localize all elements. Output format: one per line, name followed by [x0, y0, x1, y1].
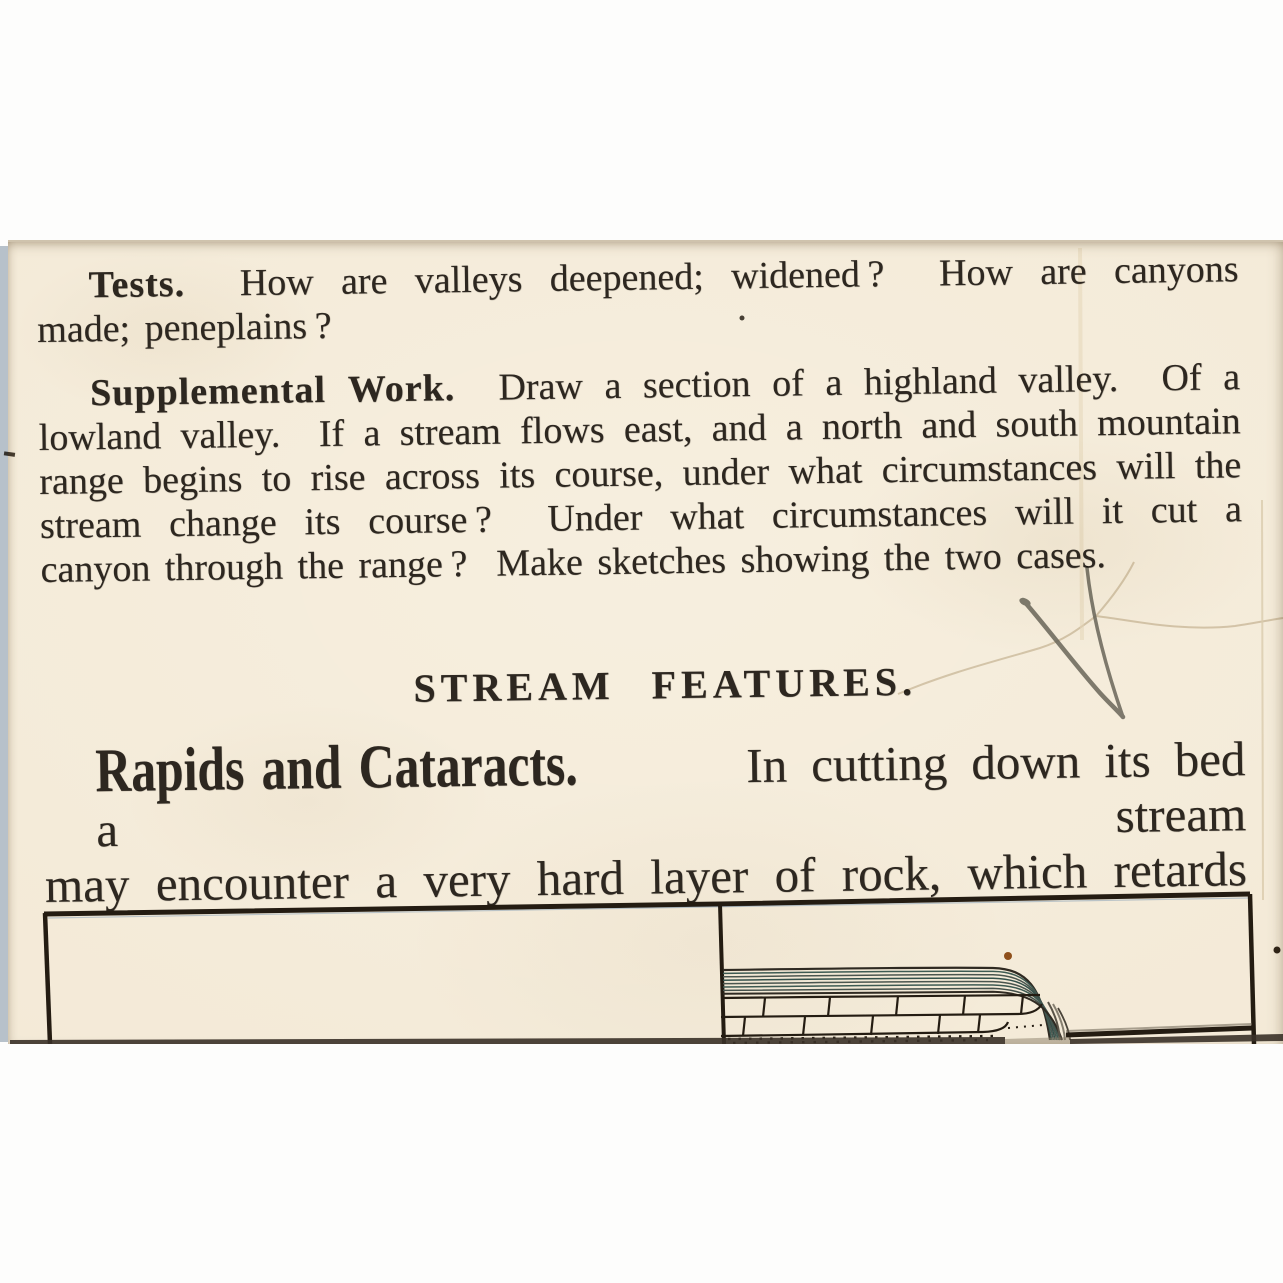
rapids-line1-rest: In cutting down its bed a stream [95, 731, 1247, 858]
supplemental-head: Supplemental Work. [89, 367, 456, 415]
text-line: made; peneplains ? [36, 304, 332, 351]
figure-box-borders [44, 894, 1254, 1044]
text-block [36, 225, 1248, 913]
tests-line1-rest: How are valleys deepened; widened ? How are canyons [184, 248, 1239, 305]
paragraph-supplemental-work [38, 355, 1243, 592]
text-line [43, 731, 1246, 858]
text-line: canyon through the range ? Make sketches showing the two cases. [40, 534, 1107, 591]
supplemental-line1-rest: Draw a section of a highland valley. Of a [454, 356, 1241, 410]
figure-stream-features [8, 882, 1283, 1044]
rapids-head: Rapids and Cataracts. [94, 730, 579, 806]
text-line: range begins to rise across its course, under what circumstances will the [39, 444, 1242, 503]
figure-water-stream-hatching [723, 968, 1062, 1040]
figure-lower-stream-ground-line [1066, 1024, 1252, 1035]
figure-hard-rock-brick-layer [721, 995, 1042, 1036]
text-line: stream change its course ? Under what circumstances will it cut a [39, 488, 1243, 547]
tests-head: Tests. [88, 262, 186, 307]
text-line: may encounter a very hard layer of rock, which retards [44, 841, 1248, 913]
section-heading: STREAM FEATURES. [413, 658, 918, 711]
paragraph-tests [36, 247, 1239, 352]
paper-clipping [8, 240, 1283, 1044]
text-line: lowland valley. If a stream flows east, and a north and south mountain [38, 400, 1241, 459]
